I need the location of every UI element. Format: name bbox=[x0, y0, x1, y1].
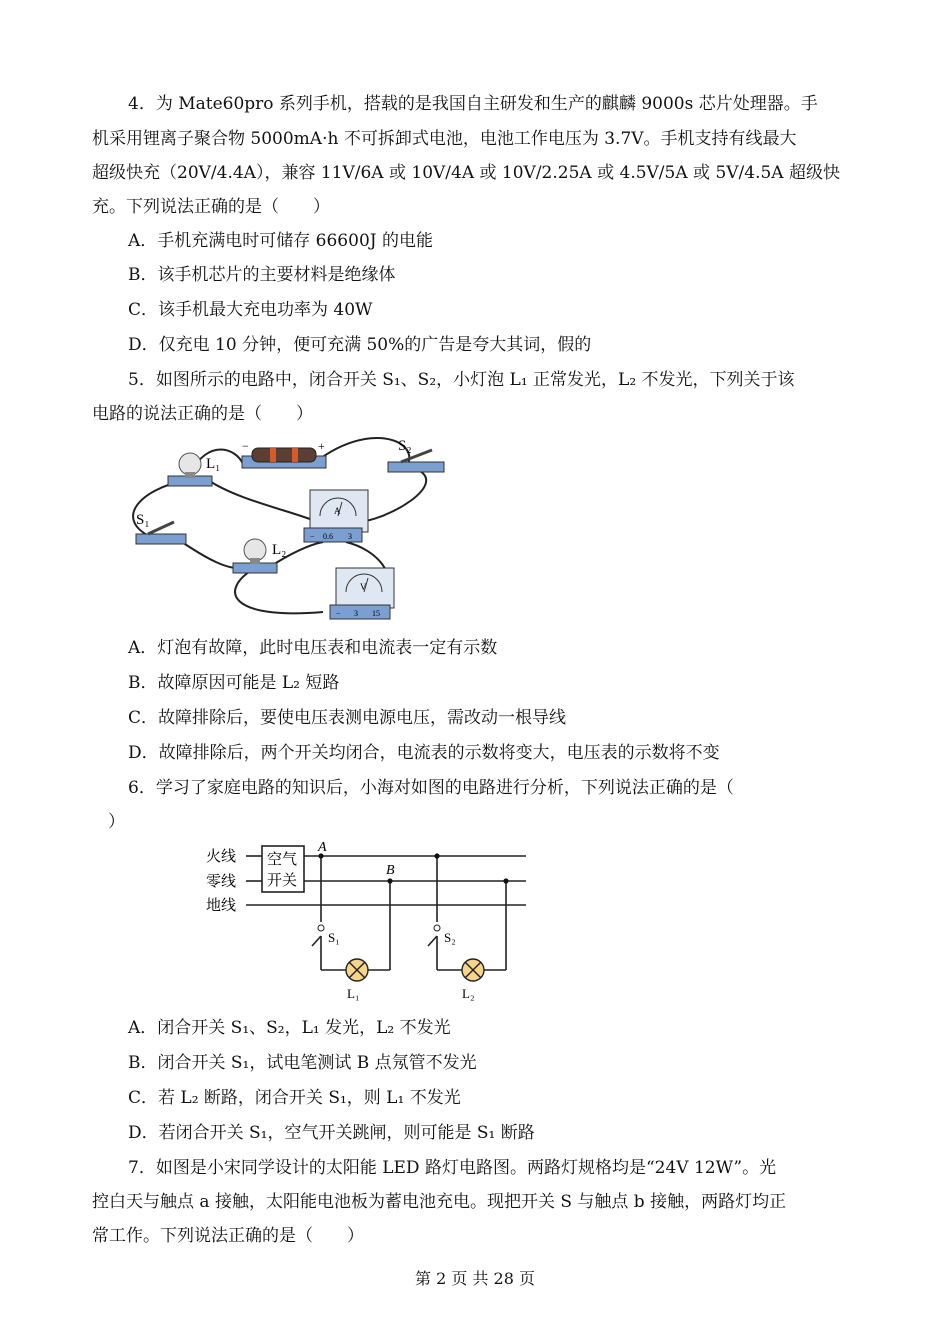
junction-dot bbox=[434, 853, 439, 858]
q5-stem-line-1: 5．如图所示的电路中，闭合开关 S₁、S₂，小灯泡 L₁ 正常发光，L₂ 不发光，下列关于该 bbox=[128, 370, 795, 390]
junction-b-dot bbox=[387, 878, 392, 883]
battery bbox=[242, 439, 326, 468]
neutral-wire-label: 零线 bbox=[206, 874, 237, 890]
q5-circuit-figure bbox=[118, 430, 458, 625]
breaker-label-line-1: 空气 bbox=[267, 852, 298, 868]
point-a-label: A bbox=[318, 840, 327, 855]
q6-option-d: D．若闭合开关 S₁，空气开关跳闸，则可能是 S₁ 断路 bbox=[128, 1123, 535, 1143]
bulb-l1 bbox=[168, 453, 220, 486]
voltmeter-terminal-minus: − bbox=[336, 609, 341, 618]
q5-option-b: B．故障原因可能是 L₂ 短路 bbox=[128, 673, 340, 693]
voltmeter bbox=[330, 568, 394, 619]
q4-stem-line-1: 4．为 Mate60pro 系列手机，搭载的是我国自主研发和生产的麒麟 9000s 芯片处理器。手 bbox=[128, 94, 818, 114]
q7-stem-line-3: 常工作。下列说法正确的是（ ） bbox=[92, 1226, 364, 1246]
junction-dot bbox=[503, 878, 508, 883]
ammeter-terminal-3: 3 bbox=[348, 532, 352, 541]
voltmeter-terminal-3: 3 bbox=[354, 609, 358, 618]
page-number-footer: 第 2 页 共 28 页 bbox=[415, 1269, 535, 1288]
ground-wire-label: 地线 bbox=[206, 898, 237, 914]
breaker-label-line-2: 开关 bbox=[267, 873, 298, 889]
q7-stem-line-1: 7．如图是小宋同学设计的太阳能 LED 路灯电路图。两路灯规格均是“24V 12W”。光 bbox=[128, 1158, 777, 1178]
point-b-label: B bbox=[386, 863, 395, 878]
ammeter-symbol: A bbox=[334, 506, 341, 516]
voltmeter-symbol: V bbox=[360, 582, 367, 592]
q6-option-b: B．闭合开关 S₁，试电笔测试 B 点氖管不发光 bbox=[128, 1053, 477, 1073]
bulb-l2-label: L₂ bbox=[272, 542, 287, 558]
switch-s2-label: S₂ bbox=[444, 930, 456, 945]
q4-stem-line-2: 机采用锂离子聚合物 5000mA·h 不可拆卸式电池，电池工作电压为 3.7V。手机支持有线最大 bbox=[92, 129, 797, 149]
lamp-l2-label: L₂ bbox=[462, 986, 475, 1001]
q5-option-d: D．故障排除后，两个开关均闭合，电流表的示数将变大，电压表的示数将不变 bbox=[128, 743, 720, 763]
q7-stem-line-2: 控白天与触点 a 接触，太阳能电池板为蓄电池充电。现把开关 S 与触点 b 接触，两路灯均正 bbox=[92, 1192, 787, 1212]
q6-option-a: A．闭合开关 S₁、S₂，L₁ 发光，L₂ 不发光 bbox=[128, 1018, 451, 1038]
q6-household-circuit-figure bbox=[200, 838, 540, 1003]
switch-s1-label: S₁ bbox=[328, 930, 340, 945]
switch-s1-pivot bbox=[318, 925, 324, 931]
ammeter-terminal-minus: − bbox=[310, 532, 315, 541]
voltmeter-terminal-15: 15 bbox=[372, 609, 380, 618]
battery-minus-label: − bbox=[242, 439, 249, 453]
lamp-l2 bbox=[462, 959, 484, 981]
switch-s2-pivot bbox=[434, 925, 440, 931]
switch-s1 bbox=[136, 512, 186, 544]
ammeter bbox=[304, 490, 368, 542]
switch-s2-label: S₂ bbox=[398, 438, 412, 454]
q4-option-a: A．手机充满电时可储存 66600J 的电能 bbox=[128, 231, 433, 251]
ammeter-terminal-0-6: 0.6 bbox=[323, 532, 333, 541]
bulb-l1-label: L₁ bbox=[206, 456, 221, 472]
live-wire-label: 火线 bbox=[206, 849, 237, 865]
q4-option-d: D．仅充电 10 分钟，便可充满 50%的广告是夸大其词，假的 bbox=[128, 335, 592, 355]
battery-plus-label: + bbox=[318, 439, 325, 453]
q5-option-a: A．灯泡有故障，此时电压表和电流表一定有示数 bbox=[128, 638, 498, 658]
q5-stem-line-2: 电路的说法正确的是（ ） bbox=[92, 404, 313, 424]
lamp-l1 bbox=[346, 959, 368, 981]
q4-stem-line-4: 充。下列说法正确的是（ ） bbox=[92, 197, 330, 217]
switch-s2 bbox=[388, 438, 444, 472]
q5-option-c: C．故障排除后，要使电压表测电源电压，需改动一根导线 bbox=[128, 708, 567, 728]
q4-stem-line-3: 超级快充（20V/4.4A），兼容 11V/6A 或 10V/4A 或 10V/2.25A 或 4.5V/5A 或 5V/4.5A 超级快 bbox=[92, 163, 840, 183]
q4-option-c: C．该手机最大充电功率为 40W bbox=[128, 300, 373, 320]
lamp-l1-label: L₁ bbox=[347, 986, 360, 1001]
q6-option-c: C．若 L₂ 断路，闭合开关 S₁，则 L₁ 不发光 bbox=[128, 1088, 461, 1108]
bulb-l2 bbox=[233, 539, 286, 573]
q4-option-b: B．该手机芯片的主要材料是绝缘体 bbox=[128, 265, 396, 285]
q6-stem-line-2: ） bbox=[108, 812, 125, 832]
q6-stem-line-1: 6．学习了家庭电路的知识后，小海对如图的电路进行分析，下列说法正确的是（ bbox=[128, 778, 734, 798]
switch-s1-label: S₁ bbox=[136, 512, 150, 528]
